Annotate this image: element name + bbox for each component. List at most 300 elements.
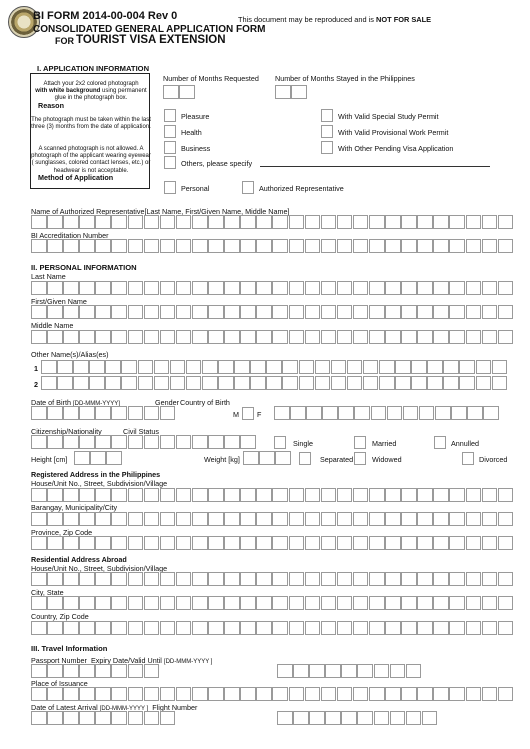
char-box[interactable] bbox=[192, 536, 208, 550]
char-box[interactable] bbox=[95, 215, 111, 229]
char-box[interactable] bbox=[79, 305, 95, 319]
country-zip-boxes[interactable] bbox=[31, 621, 514, 635]
char-box[interactable] bbox=[322, 406, 338, 420]
char-box[interactable] bbox=[250, 376, 266, 390]
char-box[interactable] bbox=[63, 281, 79, 295]
months-requested-boxes[interactable] bbox=[163, 85, 195, 99]
char-box[interactable] bbox=[341, 711, 357, 725]
char-box[interactable] bbox=[289, 512, 305, 526]
char-box[interactable] bbox=[240, 281, 256, 295]
char-box[interactable] bbox=[79, 621, 95, 635]
char-box[interactable] bbox=[63, 330, 79, 344]
char-box[interactable] bbox=[272, 512, 288, 526]
char-box[interactable] bbox=[41, 360, 57, 374]
char-box[interactable] bbox=[47, 281, 63, 295]
char-box[interactable] bbox=[385, 215, 401, 229]
house-unit-boxes[interactable] bbox=[31, 488, 514, 502]
char-box[interactable] bbox=[272, 621, 288, 635]
method-authorized-rep-checkbox[interactable] bbox=[242, 181, 254, 194]
char-box[interactable] bbox=[282, 360, 298, 374]
char-box[interactable] bbox=[240, 687, 256, 701]
char-box[interactable] bbox=[79, 596, 95, 610]
char-box[interactable] bbox=[111, 281, 127, 295]
country-birth-boxes[interactable] bbox=[274, 406, 499, 420]
char-box[interactable] bbox=[482, 621, 498, 635]
char-box[interactable] bbox=[89, 360, 105, 374]
char-box[interactable] bbox=[401, 512, 417, 526]
char-box[interactable] bbox=[321, 596, 337, 610]
char-box[interactable] bbox=[427, 360, 443, 374]
char-box[interactable] bbox=[449, 596, 465, 610]
char-box[interactable] bbox=[305, 687, 321, 701]
char-box[interactable] bbox=[369, 305, 385, 319]
char-box[interactable] bbox=[369, 281, 385, 295]
char-box[interactable] bbox=[385, 281, 401, 295]
char-box[interactable] bbox=[341, 664, 357, 678]
char-box[interactable] bbox=[176, 215, 192, 229]
char-box[interactable] bbox=[305, 239, 321, 253]
char-box[interactable] bbox=[433, 215, 449, 229]
char-box[interactable] bbox=[111, 687, 127, 701]
char-box[interactable] bbox=[160, 621, 176, 635]
char-box[interactable] bbox=[63, 536, 79, 550]
char-box[interactable] bbox=[31, 239, 47, 253]
char-box[interactable] bbox=[266, 360, 282, 374]
char-box[interactable] bbox=[363, 360, 379, 374]
char-box[interactable] bbox=[31, 664, 47, 678]
char-box[interactable] bbox=[385, 687, 401, 701]
char-box[interactable] bbox=[385, 621, 401, 635]
char-box[interactable] bbox=[79, 215, 95, 229]
char-box[interactable] bbox=[144, 406, 160, 420]
char-box[interactable] bbox=[111, 572, 127, 586]
char-box[interactable] bbox=[337, 572, 353, 586]
char-box[interactable] bbox=[111, 488, 127, 502]
char-box[interactable] bbox=[128, 305, 144, 319]
char-box[interactable] bbox=[111, 239, 127, 253]
char-box[interactable] bbox=[482, 305, 498, 319]
char-box[interactable] bbox=[433, 305, 449, 319]
char-box[interactable] bbox=[433, 572, 449, 586]
char-box[interactable] bbox=[79, 536, 95, 550]
char-box[interactable] bbox=[224, 239, 240, 253]
height-boxes[interactable] bbox=[74, 451, 122, 465]
first-name-boxes[interactable] bbox=[31, 305, 514, 319]
char-box[interactable] bbox=[256, 512, 272, 526]
char-box[interactable] bbox=[459, 360, 475, 374]
char-box[interactable] bbox=[347, 360, 363, 374]
char-box[interactable] bbox=[272, 215, 288, 229]
char-box[interactable] bbox=[95, 435, 111, 449]
char-box[interactable] bbox=[160, 512, 176, 526]
char-box[interactable] bbox=[476, 360, 492, 374]
char-box[interactable] bbox=[449, 572, 465, 586]
char-box[interactable] bbox=[369, 536, 385, 550]
char-box[interactable] bbox=[160, 215, 176, 229]
char-box[interactable] bbox=[433, 281, 449, 295]
char-box[interactable] bbox=[353, 596, 369, 610]
char-box[interactable] bbox=[466, 536, 482, 550]
char-box[interactable] bbox=[111, 711, 127, 725]
char-box[interactable] bbox=[483, 406, 499, 420]
char-box[interactable] bbox=[41, 376, 57, 390]
char-box[interactable] bbox=[321, 239, 337, 253]
char-box[interactable] bbox=[419, 406, 435, 420]
char-box[interactable] bbox=[176, 512, 192, 526]
civil-divorced-checkbox[interactable] bbox=[462, 452, 474, 465]
char-box[interactable] bbox=[111, 596, 127, 610]
char-box[interactable] bbox=[466, 305, 482, 319]
house-unit-abroad-boxes[interactable] bbox=[31, 572, 514, 586]
char-box[interactable] bbox=[63, 305, 79, 319]
others-specify-line[interactable] bbox=[260, 166, 490, 167]
char-box[interactable] bbox=[289, 239, 305, 253]
char-box[interactable] bbox=[321, 536, 337, 550]
photo-box[interactable]: Attach your 2x2 colored photograph with white background using permanent glue in the photograph box. The photograph must be taken within the last three (3) months from the date of application. A scanned photograph is not allowed. A photograph of the applicant wearing eyewear ( sunglasses, colored contact lenses, etc.) or headwear is not acceptable. bbox=[30, 73, 150, 189]
char-box[interactable] bbox=[451, 406, 467, 420]
char-box[interactable] bbox=[299, 376, 315, 390]
char-box[interactable] bbox=[208, 536, 224, 550]
char-box[interactable] bbox=[79, 711, 95, 725]
char-box[interactable] bbox=[176, 239, 192, 253]
char-box[interactable] bbox=[337, 512, 353, 526]
char-box[interactable] bbox=[160, 330, 176, 344]
gender-m-checkbox[interactable] bbox=[242, 407, 254, 420]
alias-2-boxes[interactable] bbox=[41, 376, 508, 390]
char-box[interactable] bbox=[234, 376, 250, 390]
char-box[interactable] bbox=[277, 664, 293, 678]
char-box[interactable] bbox=[128, 330, 144, 344]
char-box[interactable] bbox=[369, 596, 385, 610]
char-box[interactable] bbox=[240, 305, 256, 319]
char-box[interactable] bbox=[95, 281, 111, 295]
char-box[interactable] bbox=[74, 451, 90, 465]
char-box[interactable] bbox=[337, 215, 353, 229]
place-issuance-boxes[interactable] bbox=[31, 687, 514, 701]
char-box[interactable] bbox=[321, 687, 337, 701]
char-box[interactable] bbox=[321, 305, 337, 319]
char-box[interactable] bbox=[443, 360, 459, 374]
char-box[interactable] bbox=[47, 305, 63, 319]
char-box[interactable] bbox=[433, 239, 449, 253]
char-box[interactable] bbox=[401, 536, 417, 550]
char-box[interactable] bbox=[321, 215, 337, 229]
char-box[interactable] bbox=[224, 281, 240, 295]
reason-others-checkbox[interactable] bbox=[164, 156, 176, 169]
char-box[interactable] bbox=[385, 572, 401, 586]
char-box[interactable] bbox=[111, 305, 127, 319]
char-box[interactable] bbox=[417, 572, 433, 586]
char-box[interactable] bbox=[411, 376, 427, 390]
char-box[interactable] bbox=[371, 406, 387, 420]
char-box[interactable] bbox=[47, 711, 63, 725]
char-box[interactable] bbox=[417, 281, 433, 295]
char-box[interactable] bbox=[63, 621, 79, 635]
char-box[interactable] bbox=[57, 376, 73, 390]
char-box[interactable] bbox=[121, 376, 137, 390]
char-box[interactable] bbox=[105, 360, 121, 374]
char-box[interactable] bbox=[498, 488, 514, 502]
char-box[interactable] bbox=[218, 360, 234, 374]
char-box[interactable] bbox=[31, 215, 47, 229]
char-box[interactable] bbox=[208, 512, 224, 526]
char-box[interactable] bbox=[186, 376, 202, 390]
char-box[interactable] bbox=[390, 711, 406, 725]
char-box[interactable] bbox=[95, 536, 111, 550]
char-box[interactable] bbox=[256, 215, 272, 229]
char-box[interactable] bbox=[305, 215, 321, 229]
char-box[interactable] bbox=[63, 512, 79, 526]
char-box[interactable] bbox=[275, 451, 291, 465]
char-box[interactable] bbox=[315, 360, 331, 374]
char-box[interactable] bbox=[417, 215, 433, 229]
char-box[interactable] bbox=[369, 239, 385, 253]
char-box[interactable] bbox=[401, 330, 417, 344]
char-box[interactable] bbox=[160, 281, 176, 295]
char-box[interactable] bbox=[353, 536, 369, 550]
char-box[interactable] bbox=[128, 572, 144, 586]
char-box[interactable] bbox=[144, 596, 160, 610]
char-box[interactable] bbox=[240, 621, 256, 635]
char-box[interactable] bbox=[256, 596, 272, 610]
char-box[interactable] bbox=[160, 406, 176, 420]
char-box[interactable] bbox=[234, 360, 250, 374]
char-box[interactable] bbox=[176, 596, 192, 610]
char-box[interactable] bbox=[208, 572, 224, 586]
char-box[interactable] bbox=[144, 281, 160, 295]
char-box[interactable] bbox=[31, 711, 47, 725]
char-box[interactable] bbox=[449, 215, 465, 229]
char-box[interactable] bbox=[160, 596, 176, 610]
char-box[interactable] bbox=[57, 360, 73, 374]
char-box[interactable] bbox=[176, 305, 192, 319]
char-box[interactable] bbox=[128, 239, 144, 253]
char-box[interactable] bbox=[111, 664, 127, 678]
char-box[interactable] bbox=[374, 711, 390, 725]
char-box[interactable] bbox=[498, 536, 514, 550]
char-box[interactable] bbox=[138, 360, 154, 374]
char-box[interactable] bbox=[482, 239, 498, 253]
char-box[interactable] bbox=[192, 435, 208, 449]
char-box[interactable] bbox=[354, 406, 370, 420]
char-box[interactable] bbox=[321, 488, 337, 502]
char-box[interactable] bbox=[449, 305, 465, 319]
char-box[interactable] bbox=[208, 488, 224, 502]
char-box[interactable] bbox=[176, 488, 192, 502]
char-box[interactable] bbox=[256, 621, 272, 635]
reason-pending-visa-checkbox[interactable] bbox=[321, 141, 333, 154]
char-box[interactable] bbox=[277, 711, 293, 725]
latest-arrival-boxes[interactable] bbox=[31, 711, 176, 725]
char-box[interactable] bbox=[47, 330, 63, 344]
reason-study-permit-checkbox[interactable] bbox=[321, 109, 333, 122]
char-box[interactable] bbox=[224, 596, 240, 610]
char-box[interactable] bbox=[63, 488, 79, 502]
char-box[interactable] bbox=[31, 687, 47, 701]
char-box[interactable] bbox=[385, 512, 401, 526]
char-box[interactable] bbox=[47, 406, 63, 420]
char-box[interactable] bbox=[357, 664, 373, 678]
char-box[interactable] bbox=[369, 572, 385, 586]
char-box[interactable] bbox=[315, 376, 331, 390]
char-box[interactable] bbox=[321, 281, 337, 295]
civil-widowed-checkbox[interactable] bbox=[354, 452, 366, 465]
char-box[interactable] bbox=[95, 512, 111, 526]
char-box[interactable] bbox=[192, 281, 208, 295]
char-box[interactable] bbox=[427, 376, 443, 390]
char-box[interactable] bbox=[176, 687, 192, 701]
char-box[interactable] bbox=[289, 488, 305, 502]
char-box[interactable] bbox=[369, 488, 385, 502]
char-box[interactable] bbox=[47, 664, 63, 678]
char-box[interactable] bbox=[224, 435, 240, 449]
char-box[interactable] bbox=[435, 406, 451, 420]
weight-boxes[interactable] bbox=[243, 451, 291, 465]
char-box[interactable] bbox=[224, 305, 240, 319]
char-box[interactable] bbox=[406, 711, 422, 725]
char-box[interactable] bbox=[353, 488, 369, 502]
char-box[interactable] bbox=[79, 664, 95, 678]
char-box[interactable] bbox=[433, 536, 449, 550]
char-box[interactable] bbox=[449, 512, 465, 526]
char-box[interactable] bbox=[401, 305, 417, 319]
char-box[interactable] bbox=[47, 572, 63, 586]
char-box[interactable] bbox=[208, 435, 224, 449]
dob-boxes[interactable] bbox=[31, 406, 176, 420]
char-box[interactable] bbox=[240, 512, 256, 526]
char-box[interactable] bbox=[443, 376, 459, 390]
char-box[interactable] bbox=[31, 305, 47, 319]
char-box[interactable] bbox=[106, 451, 122, 465]
char-box[interactable] bbox=[160, 572, 176, 586]
char-box[interactable] bbox=[90, 451, 106, 465]
char-box[interactable] bbox=[305, 536, 321, 550]
char-box[interactable] bbox=[289, 596, 305, 610]
char-box[interactable] bbox=[498, 572, 514, 586]
char-box[interactable] bbox=[208, 305, 224, 319]
char-box[interactable] bbox=[385, 488, 401, 502]
civil-separated-checkbox[interactable] bbox=[299, 452, 311, 465]
char-box[interactable] bbox=[192, 239, 208, 253]
char-box[interactable] bbox=[325, 711, 341, 725]
char-box[interactable] bbox=[256, 330, 272, 344]
char-box[interactable] bbox=[79, 406, 95, 420]
char-box[interactable] bbox=[353, 305, 369, 319]
char-box[interactable] bbox=[482, 536, 498, 550]
char-box[interactable] bbox=[293, 664, 309, 678]
char-box[interactable] bbox=[498, 281, 514, 295]
char-box[interactable] bbox=[224, 488, 240, 502]
char-box[interactable] bbox=[305, 330, 321, 344]
char-box[interactable] bbox=[31, 330, 47, 344]
char-box[interactable] bbox=[176, 330, 192, 344]
reason-work-permit-checkbox[interactable] bbox=[321, 125, 333, 138]
char-box[interactable] bbox=[266, 376, 282, 390]
char-box[interactable] bbox=[466, 596, 482, 610]
expiry-date-boxes[interactable] bbox=[277, 664, 422, 678]
char-box[interactable] bbox=[144, 572, 160, 586]
char-box[interactable] bbox=[417, 330, 433, 344]
char-box[interactable] bbox=[79, 488, 95, 502]
char-box[interactable] bbox=[466, 239, 482, 253]
char-box[interactable] bbox=[192, 621, 208, 635]
char-box[interactable] bbox=[406, 664, 422, 678]
months-stayed-boxes[interactable] bbox=[275, 85, 307, 99]
char-box[interactable] bbox=[433, 621, 449, 635]
char-box[interactable] bbox=[305, 621, 321, 635]
alias-1-boxes[interactable] bbox=[41, 360, 508, 374]
char-box[interactable] bbox=[417, 621, 433, 635]
char-box[interactable] bbox=[290, 406, 306, 420]
char-box[interactable] bbox=[240, 239, 256, 253]
char-box[interactable] bbox=[498, 596, 514, 610]
char-box[interactable] bbox=[170, 360, 186, 374]
char-box[interactable] bbox=[305, 488, 321, 502]
char-box[interactable] bbox=[73, 360, 89, 374]
char-box[interactable] bbox=[79, 435, 95, 449]
char-box[interactable] bbox=[128, 621, 144, 635]
char-box[interactable] bbox=[272, 488, 288, 502]
char-box[interactable] bbox=[240, 536, 256, 550]
char-box[interactable] bbox=[63, 664, 79, 678]
city-state-boxes[interactable] bbox=[31, 596, 514, 610]
char-box[interactable] bbox=[144, 305, 160, 319]
char-box[interactable] bbox=[299, 360, 315, 374]
char-box[interactable] bbox=[259, 451, 275, 465]
char-box[interactable] bbox=[401, 215, 417, 229]
char-box[interactable] bbox=[95, 687, 111, 701]
char-box[interactable] bbox=[128, 215, 144, 229]
char-box[interactable] bbox=[338, 406, 354, 420]
char-box[interactable] bbox=[417, 305, 433, 319]
char-box[interactable] bbox=[305, 572, 321, 586]
char-box[interactable] bbox=[337, 488, 353, 502]
char-box[interactable] bbox=[192, 596, 208, 610]
char-box[interactable] bbox=[144, 687, 160, 701]
char-box[interactable] bbox=[337, 239, 353, 253]
char-box[interactable] bbox=[369, 215, 385, 229]
char-box[interactable] bbox=[240, 596, 256, 610]
province-boxes[interactable] bbox=[31, 536, 514, 550]
char-box[interactable] bbox=[208, 687, 224, 701]
char-box[interactable] bbox=[337, 281, 353, 295]
char-box[interactable] bbox=[138, 376, 154, 390]
char-box[interactable] bbox=[240, 330, 256, 344]
char-box[interactable] bbox=[353, 330, 369, 344]
char-box[interactable] bbox=[63, 687, 79, 701]
char-box[interactable] bbox=[202, 376, 218, 390]
char-box[interactable] bbox=[379, 376, 395, 390]
char-box[interactable] bbox=[186, 360, 202, 374]
civil-annulled-checkbox[interactable] bbox=[434, 436, 446, 449]
char-box[interactable] bbox=[31, 572, 47, 586]
char-box[interactable] bbox=[369, 687, 385, 701]
char-box[interactable] bbox=[466, 621, 482, 635]
char-box[interactable] bbox=[79, 512, 95, 526]
char-box[interactable] bbox=[272, 596, 288, 610]
char-box[interactable] bbox=[128, 536, 144, 550]
char-box[interactable] bbox=[492, 360, 508, 374]
char-box[interactable] bbox=[401, 572, 417, 586]
char-box[interactable] bbox=[47, 536, 63, 550]
char-box[interactable] bbox=[128, 406, 144, 420]
char-box[interactable] bbox=[95, 239, 111, 253]
char-box[interactable] bbox=[218, 376, 234, 390]
char-box[interactable] bbox=[417, 512, 433, 526]
char-box[interactable] bbox=[95, 596, 111, 610]
char-box[interactable] bbox=[401, 621, 417, 635]
char-box[interactable] bbox=[353, 687, 369, 701]
